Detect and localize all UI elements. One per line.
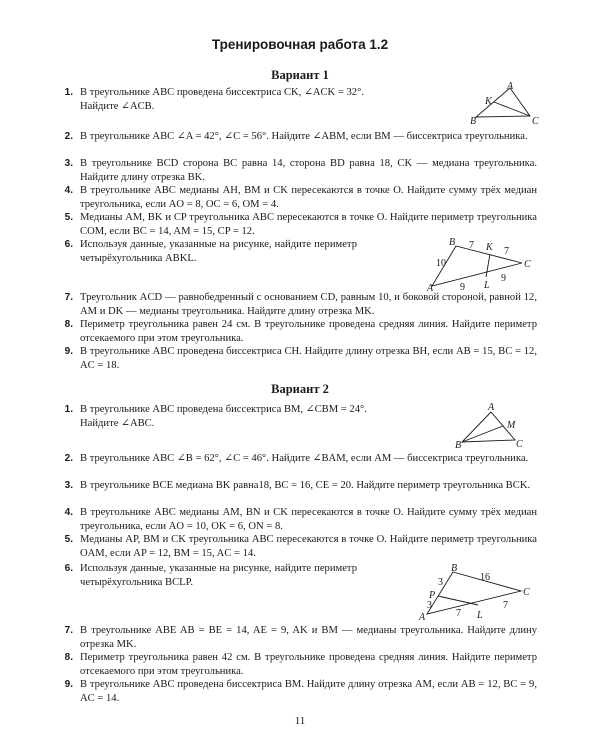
v1-problem-4: 4. В треугольнике ABC медианы AH, BM и CK пересекаются в точке O. Найдите сумму трёх медиан треугольника, если AO = 8, OC = 6, OM = 4. — [64, 185, 537, 210]
v2-fig1-label-c: C — [516, 439, 523, 450]
v1-problem-1-question: Найдите ∠ACB. — [80, 101, 155, 112]
v1-fig6-label-b: B — [449, 237, 456, 248]
v2-fig6-value-16: 16 — [480, 572, 490, 583]
variant1-heading: Вариант 1 — [271, 68, 329, 82]
v1-problem-3: 3. В треугольнике BCD сторона BC равна 14, сторона BD равна 18, CK — медиана треугольника. Найдите длину отрезка BK. — [64, 158, 537, 183]
v1-fig6-value-7b: 7 — [504, 246, 509, 257]
v2-problem-5: 5. Медианы AP, BM и CK треугольника ABC пересекаются в точке O. Найдите периметр треугольника OAM, если AP = 12, BM = 15, AC = 14. — [64, 534, 537, 559]
v2-fig6-label-a: A — [419, 612, 426, 623]
v1-fig6-triangle — [428, 236, 548, 292]
v2-fig6-value-3b: 3 — [427, 600, 432, 611]
v1-problem-2: 2. В треугольнике ABC ∠A = 42°, ∠C = 56°. Найдите ∠ABM, если BM — биссектриса треугольника. — [64, 131, 528, 142]
v2-fig1-label-b: B — [455, 440, 462, 451]
v2-problem-3: 3. В треугольнике BCE медиана BK равна18, BC = 16, CE = 20. Найдите периметр треугольника BCK. — [64, 480, 531, 491]
v2-fig6-value-7a: 7 — [456, 608, 461, 619]
v2-problem-4: 4. В треугольнике ABC медианы AM, BN и CK пересекаются в точке O. Найдите сумму трёх медиан треугольника, если AO = 10, OK = 6, ON = 8. — [64, 507, 537, 532]
v1-fig1-label-k: K — [485, 96, 492, 107]
v2-fig6-value-7b: 7 — [503, 600, 508, 611]
v2-problem-9: 9. В треугольнике ABC проведена биссектриса BM. Найдите длину отрезка AM, если AB = 12, BC = 9, AC = 14. — [64, 679, 537, 704]
page-title: Тренировочная работа 1.2 — [211, 37, 389, 52]
v2-problem-7: 7. В треугольнике ABE AB = BE = 14, AE = 9, AK и BM — медианы треугольника. Найдите длину отрезка MK. — [64, 625, 537, 650]
variant2-heading: Вариант 2 — [271, 382, 329, 396]
v2-fig1-label-m: M — [507, 420, 516, 431]
v1-problem-8: 8. Периметр треугольника равен 24 см. В треугольнике проведена средняя линия. Найдите периметр отсекаемого при этом треугольника. — [64, 319, 537, 344]
v1-fig6-label-a: A — [427, 283, 434, 294]
v2-problem-1-question: Найдите ∠ABC. — [80, 418, 155, 429]
v1-problem-9: 9. В треугольнике ABC проведена биссектриса CH. Найдите длину отрезка BH, если AB = 15, BC = 12, AC = 18. — [64, 346, 537, 371]
v1-fig6-label-c: C — [524, 259, 531, 270]
v1-problem-6: 6. Используя данные, указанные на рисунке, найдите периметр четырёхугольника ABKL. — [64, 239, 357, 264]
v1-fig6-value-9b: 9 — [501, 273, 506, 284]
v2-fig6-triangle — [416, 560, 546, 623]
v1-fig1-label-b: B — [470, 116, 477, 127]
v1-fig1-triangle — [470, 80, 542, 130]
page-number: 11 — [294, 715, 306, 727]
v2-problem-8: 8. Периметр треугольника равен 42 см. В треугольнике проведена средняя линия. Найдите периметр отсекаемого при этом треугольника. — [64, 652, 537, 677]
v1-problem-5: 5. Медианы AM, BK и CP треугольника ABC пересекаются в точке O. Найдите периметр треугольника COM, если BC = 14, AM = 15, CP = 12. — [64, 212, 537, 237]
v2-fig1-triangle — [455, 398, 531, 450]
v2-fig6-label-b: B — [451, 563, 458, 574]
v2-problem-1: 1. В треугольнике ABC проведена биссектриса BM, ∠CBM = 24°. — [64, 404, 367, 415]
v1-fig1-label-a: A — [507, 81, 514, 92]
v1-problem-7: 7. Треугольник ACD — равнобедренный с основанием CD, равным 10, и боковой стороной, равной 12, AM и DK — медианы треугольника. Найдите длину отрезка MK. — [64, 292, 537, 317]
v1-fig6-label-l: L — [484, 280, 490, 291]
v2-fig6-label-l: L — [477, 610, 483, 621]
v1-fig1-label-c: C — [532, 116, 539, 127]
v1-fig6-value-9a: 9 — [460, 282, 465, 293]
v1-fig6-label-k: K — [486, 242, 493, 253]
v1-fig6-value-7a: 7 — [469, 240, 474, 251]
v1-problem-1: 1. В треугольнике ABC проведена биссектриса CK, ∠ACK = 32°. — [64, 87, 364, 98]
v2-problem-6: 6. Используя данные, указанные на рисунке, найдите периметр четырёхугольника BCLP. — [64, 563, 357, 588]
v2-fig6-label-p: P — [429, 590, 436, 601]
v2-problem-2: 2. В треугольнике ABC ∠B = 62°, ∠C = 46°. Найдите ∠BAM, если AM — биссектриса треугольника. — [64, 453, 529, 464]
v2-fig1-label-a: A — [488, 402, 495, 413]
v2-fig6-label-c: C — [523, 587, 530, 598]
v2-fig6-value-3a: 3 — [438, 577, 443, 588]
v1-fig6-value-10: 10 — [436, 258, 446, 269]
